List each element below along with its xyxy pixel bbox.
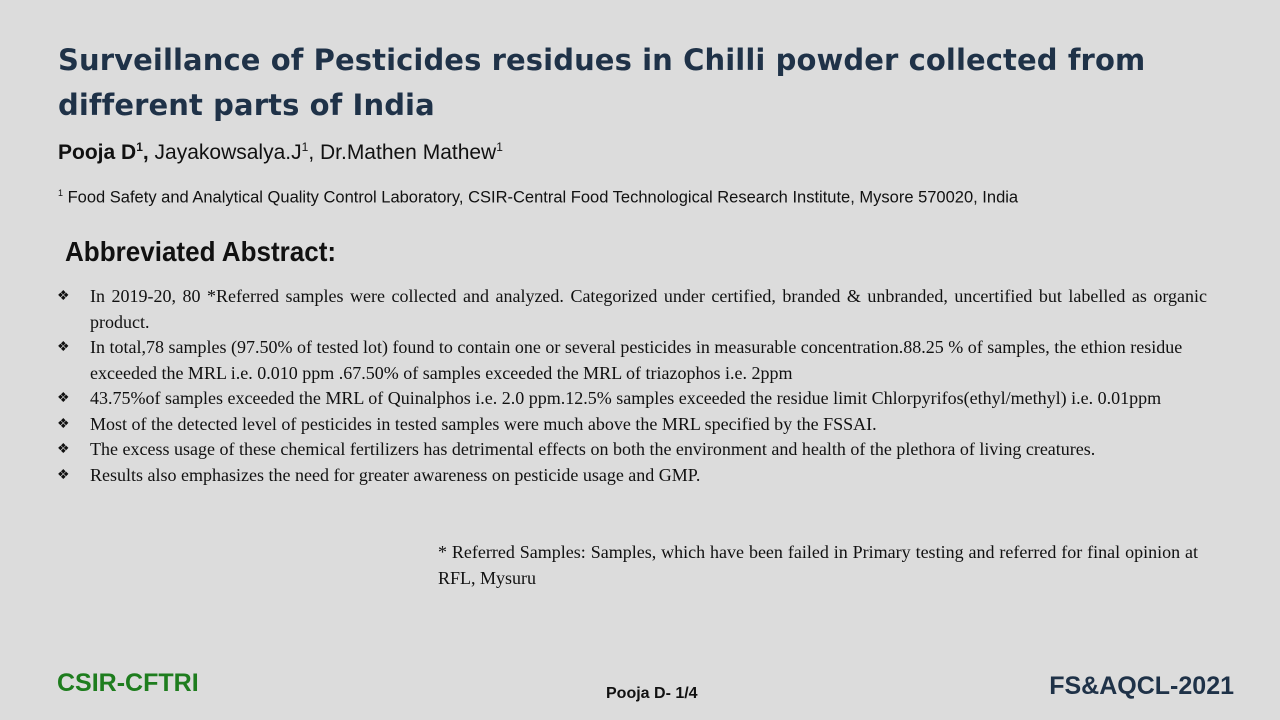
abstract-heading: Abbreviated Abstract: — [65, 236, 337, 267]
affiliation-mark: 1 — [58, 188, 64, 198]
author-affiliation-mark: 1 — [301, 140, 309, 154]
referred-samples-footnote: * Referred Samples: Samples, which have been failed in Primary testing and referred for final opinion at RFL, Mysuru — [438, 542, 1198, 588]
diamond-bullet-icon: ❖ — [57, 467, 70, 483]
bullet-text: In 2019-20, 80 *Referred samples were collected and analyzed. Categorized under certified, branded & unbranded, uncertified but labelled as organic product. — [90, 286, 1207, 332]
author-name: Jayakowsalya.J — [148, 141, 302, 164]
diamond-bullet-icon: ❖ — [57, 416, 70, 432]
author-affiliation-mark: 1 — [496, 140, 503, 154]
bullet-text: Most of the detected level of pesticides in tested samples were much above the MRL specified by the FSSAI. — [90, 413, 877, 434]
diamond-bullet-icon: ❖ — [57, 391, 70, 406]
event-label: FS&AQCL-2021 — [1049, 672, 1234, 700]
slide-number: Pooja D- 1/4 — [606, 685, 698, 702]
abstract-bullet — [57, 463, 1207, 489]
abstract-bullet — [57, 386, 1207, 412]
author-name: , Dr.Mathen Mathew — [308, 141, 497, 164]
bullet-text: Results also emphasizes the need for greater awareness on pesticide usage and GMP. — [90, 464, 701, 485]
bullet-text: In total,78 samples (97.50% of tested lot) found to contain one or several pesticides in measurable concentration.88.25 % of samples, the ethion residue exceeded the MRL i.e. 0.010 ppm .67.50% of samples exceeded the MRL of triazophos i.e. 2ppm — [90, 337, 1183, 383]
author-name: Pooja D — [58, 141, 137, 164]
diamond-bullet-icon: ❖ — [57, 289, 70, 304]
page-title: Surveillance of Pesticides residues in Chilli powder collected from different parts of India — [58, 43, 1146, 122]
affiliation — [58, 188, 1018, 208]
abstract-bullet — [57, 284, 1207, 335]
abstract-bullet — [57, 412, 1207, 438]
abstract-bullet — [57, 335, 1207, 386]
diamond-bullet-icon: ❖ — [57, 340, 70, 355]
bullet-text: 43.75%of samples exceeded the MRL of Quinalphos i.e. 2.0 ppm.12.5% samples exceeded the residue limit Chlorpyrifos(ethyl/methyl) i.e. 0.01ppm — [90, 388, 1162, 408]
diamond-bullet-icon: ❖ — [57, 442, 70, 457]
abstract-bullet-list — [57, 284, 1207, 488]
organization-label: CSIR-CFTRI — [57, 669, 199, 697]
bullet-text: The excess usage of these chemical fertilizers has detrimental effects on both the environment and health of the plethora of living creatures. — [90, 439, 1096, 459]
abstract-bullet — [57, 437, 1207, 463]
author-list — [58, 140, 503, 165]
author-affiliation-mark: 1 — [136, 140, 143, 154]
affiliation-text: Food Safety and Analytical Quality Control Laboratory, CSIR-Central Food Technological Research Institute, Mysore 570020, India — [63, 188, 1019, 207]
author-separator: , — [142, 141, 149, 164]
